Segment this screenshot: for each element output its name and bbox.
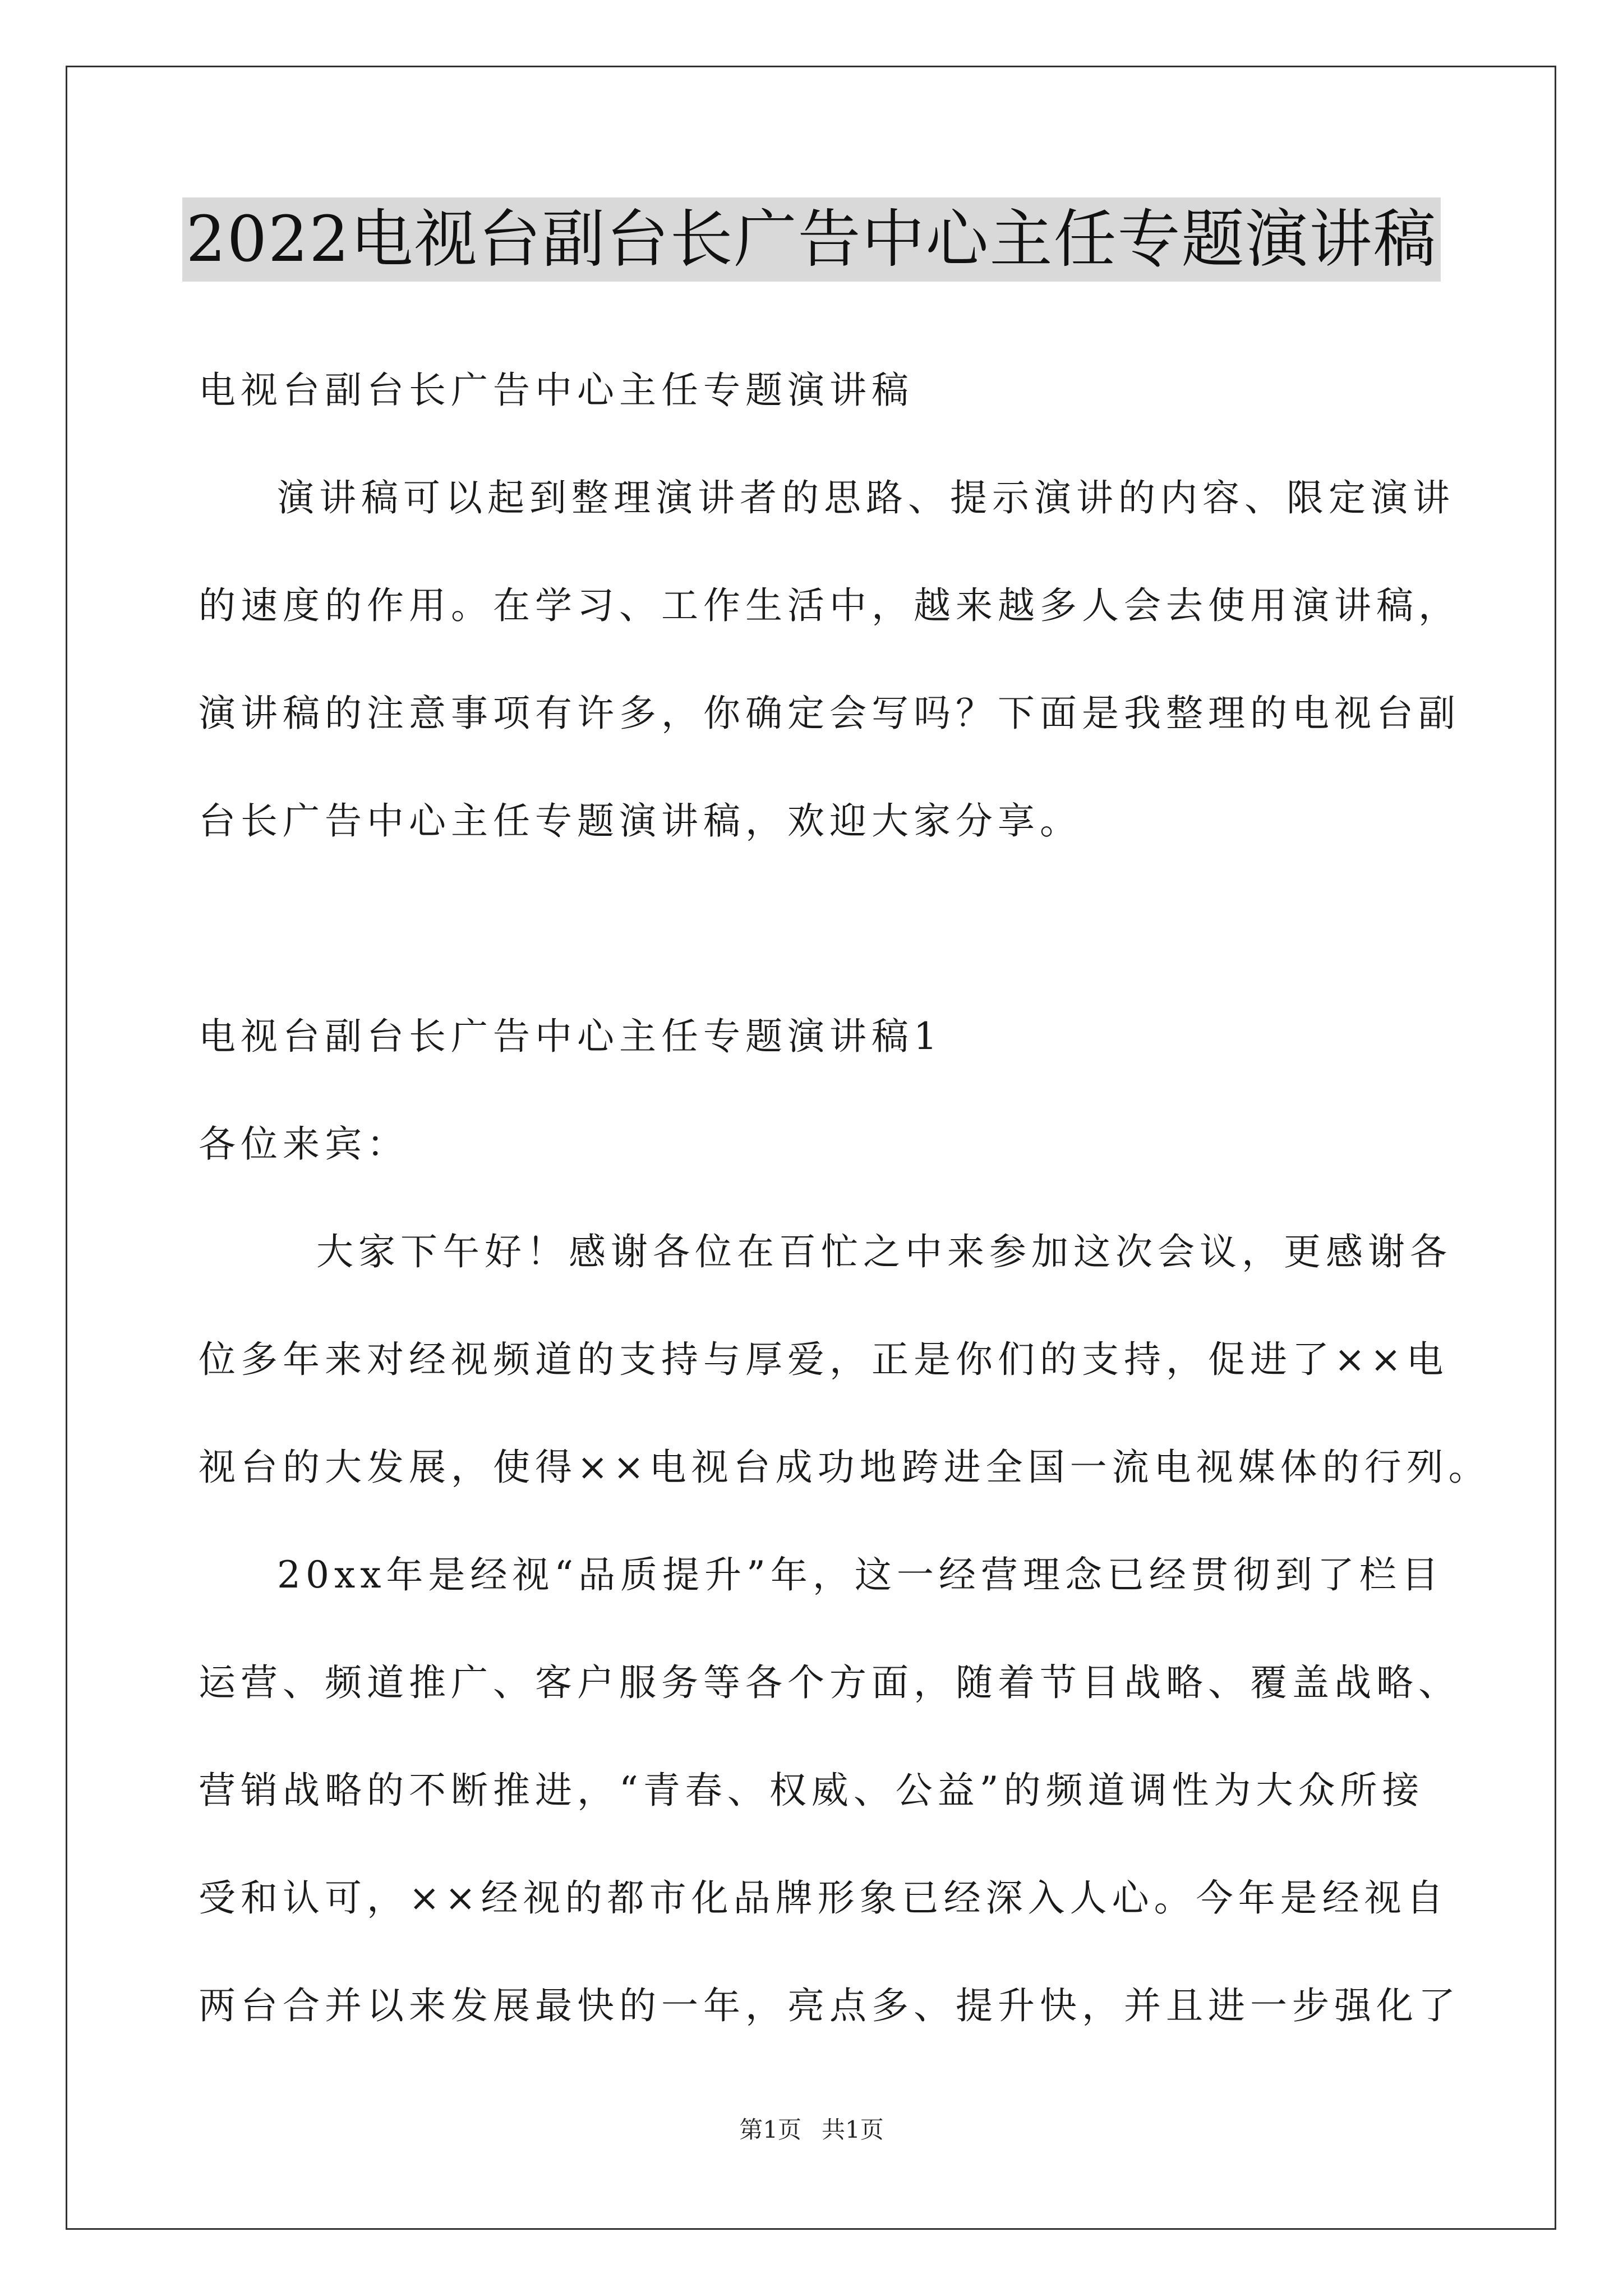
- document-title: 2022电视台副台长广告中心主任专题演讲稿: [182, 197, 1440, 282]
- paragraph-line: 两台合并以来发展最快的一年，亮点多、提升快，并且进一步强化了: [199, 1984, 1460, 2027]
- page-total: 共1页: [822, 2116, 884, 2143]
- paragraph-line: 运营、频道推广、客户服务等各个方面，随着节目战略、覆盖战略、: [199, 1661, 1460, 1704]
- section-heading: 电视台副台长广告中心主任专题演讲稿1: [199, 1015, 942, 1058]
- subtitle-line: 电视台副台长广告中心主任专题演讲稿: [199, 369, 914, 412]
- page-number: 第1页: [739, 2116, 801, 2143]
- paragraph-line: 位多年来对经视频道的支持与厚爱，正是你们的支持，促进了××电: [199, 1338, 1449, 1381]
- title-container: [0, 197, 1623, 282]
- paragraph-line: 的速度的作用。在学习、工作生活中，越来越多人会去使用演讲稿，: [199, 584, 1460, 627]
- paragraph-line: 受和认可，××经视的都市化品牌形象已经深入人心。今年是经视自: [199, 1876, 1449, 1920]
- salutation-line: 各位来宾：: [199, 1122, 409, 1166]
- paragraph-line: 台长广告中心主任专题演讲稿，欢迎大家分享。: [199, 799, 1082, 843]
- paragraph-line: 演讲稿可以起到整理演讲者的思路、提示演讲的内容、限定演讲: [277, 476, 1455, 519]
- paragraph-line: 演讲稿的注意事项有许多，你确定会写吗？下面是我整理的电视台副: [199, 692, 1460, 735]
- document-body: [199, 337, 1491, 2060]
- page-footer: [0, 2111, 1623, 2145]
- paragraph-line: 营销战略的不断推进，“青春、权威、公益”的频道调性为大众所接: [199, 1769, 1424, 1812]
- paragraph-line: 视台的大发展，使得××电视台成功地跨进全国一流电视媒体的行列。: [199, 1446, 1491, 1489]
- paragraph-line: 20xx年是经视“品质提升”年，这一经营理念已经贯彻到了栏目: [277, 1553, 1444, 1596]
- paragraph-line: 大家下午好！感谢各位在百忙之中来参加这次会议，更感谢各: [316, 1230, 1452, 1273]
